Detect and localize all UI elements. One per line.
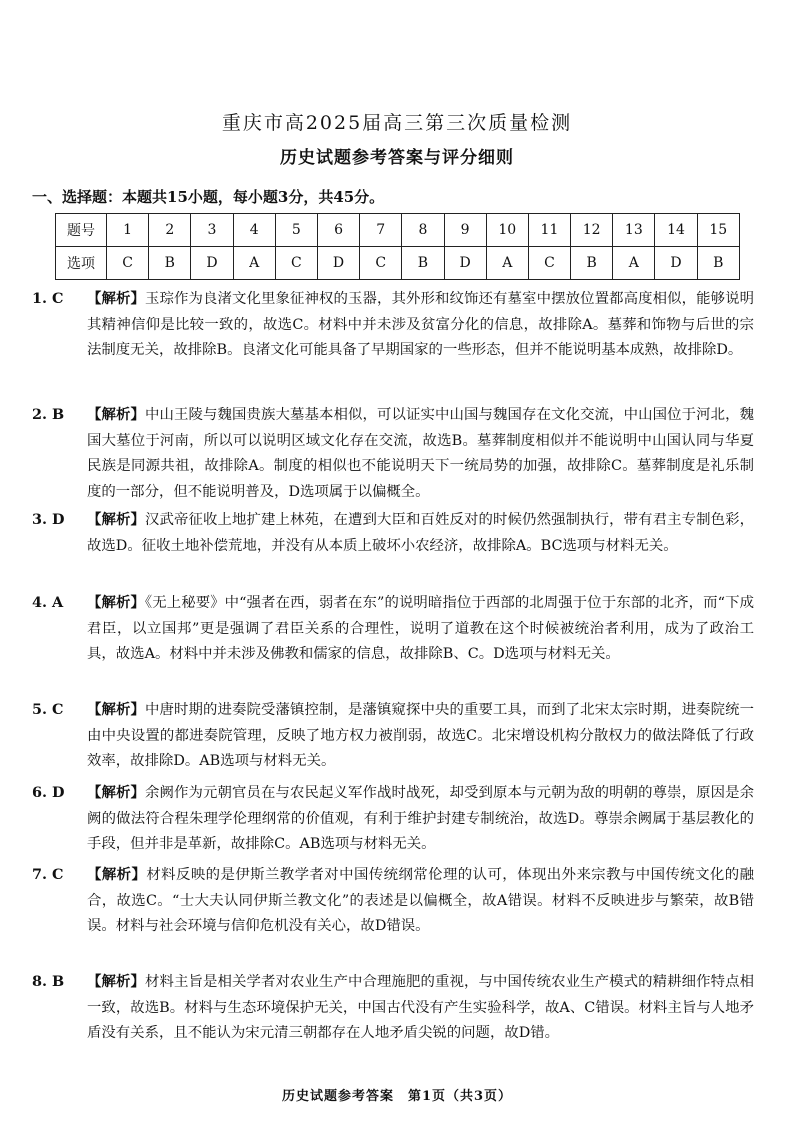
analysis-tag: 【解析】 <box>87 594 145 611</box>
table-cell: C <box>275 247 317 280</box>
analysis-item-7 <box>32 862 754 940</box>
table-cell: 10 <box>486 214 528 247</box>
table-cell: 3 <box>191 214 233 247</box>
table-cell: 13 <box>613 214 655 247</box>
table-cell: 5 <box>275 214 317 247</box>
table-row-numbers <box>56 214 740 247</box>
analysis-text: 中唐时期的进奏院受藩镇控制，是藩镇窥探中央的重要工具，而到了北宋太宗时期，进奏院统一由中央设置的都进奏院管理，反映了地方权力被削弱，故选C。北宋增设机构分散权力的做法降低了行政效率，故排除D。AB选项与材料无关。 <box>87 702 754 770</box>
table-cell: C <box>528 247 570 280</box>
analysis-tag: 【解析】 <box>87 511 146 528</box>
table-cell: 6 <box>317 214 359 247</box>
table-cell: 4 <box>233 214 275 247</box>
page-footer: 历史试题参考答案 第1页（共3页） <box>281 1089 513 1104</box>
table-cell: D <box>317 247 359 280</box>
table-cell: 1 <box>107 214 149 247</box>
item-number: 4. A <box>32 594 64 611</box>
page-title: 重庆市高2025届高三第三次质量检测 <box>221 112 573 134</box>
table-cell: A <box>486 247 528 280</box>
table-cell: C <box>360 247 402 280</box>
analysis-tag: 【解析】 <box>87 701 146 718</box>
table-cell: 11 <box>528 214 570 247</box>
table-cell: 9 <box>444 214 486 247</box>
table-cell: D <box>191 247 233 280</box>
table-cell: C <box>107 247 149 280</box>
table-cell: 14 <box>655 214 697 247</box>
analysis-text: 材料反映的是伊斯兰教学者对中国传统纲常伦理的认可，体现出外来宗教与中国传统文化的融合，故选C。“士大夫认同伊斯兰教文化”的表述是以偏概全，故A错误。材料不反映进步与繁荣，故B错误。材料与社会环境与信仰危机没有关心，故D错误。 <box>87 867 754 935</box>
item-number: 1. C <box>32 290 64 307</box>
analysis-text: 中山王陵与魏国贵族大墓基本相似，可以证实中山国与魏国存在文化交流，中山国位于河北，魏国大墓位于河南，所以可以说明区域文化存在交流，故选B。墓葬制度相似并不能说明中山国认同与华夏民族是同源共祖，故排除A。制度的相似也不能说明天下一统局势的加强，故排除C。墓葬制度是礼乐制度的一部分，但不能说明普及，D选项属于以偏概全。 <box>87 407 754 500</box>
table-cell: B <box>149 247 191 280</box>
table-cell: D <box>655 247 697 280</box>
item-number: 2. B <box>32 406 65 423</box>
answer-table <box>55 213 740 280</box>
table-cell: 15 <box>697 214 739 247</box>
item-number: 8. B <box>32 973 65 990</box>
table-cell: 2 <box>149 214 191 247</box>
section-heading: 一、选择题：本题共15小题，每小题3分，共45分。 <box>32 188 385 206</box>
item-number: 6. D <box>32 784 65 801</box>
analysis-item-4 <box>32 590 754 668</box>
analysis-tag: 【解析】 <box>87 406 146 423</box>
analysis-item-5 <box>32 697 754 775</box>
analysis-text: 汉武帝征收上地扩建上林苑，在遭到大臣和百姓反对的时候仍然强制执行，带有君主专制色彩，故选D。征收土地补偿荒地，并没有从本质上破坏小农经济，故排除A。BC选项与材料无关。 <box>87 512 754 554</box>
table-cell: A <box>613 247 655 280</box>
row-label-option: 选项 <box>56 247 107 280</box>
table-cell: B <box>402 247 444 280</box>
table-cell: A <box>233 247 275 280</box>
analysis-item-1 <box>32 286 754 364</box>
table-cell: B <box>697 247 739 280</box>
item-number: 7. C <box>32 866 64 883</box>
analysis-tag: 【解析】 <box>87 290 146 307</box>
analysis-tag: 【解析】 <box>87 973 146 990</box>
table-cell: 8 <box>402 214 444 247</box>
item-number: 5. C <box>32 701 64 718</box>
analysis-tag: 【解析】 <box>87 866 147 883</box>
table-row-answers <box>56 247 740 280</box>
analysis-item-6 <box>32 780 754 858</box>
page-subtitle: 历史试题参考答案与评分细则 <box>280 148 514 168</box>
analysis-item-2 <box>32 402 754 505</box>
table-cell: D <box>444 247 486 280</box>
row-label-number: 题号 <box>56 214 107 247</box>
analysis-text: 余阙作为元朝官员在与农民起义军作战时战死，却受到原本与元朝为敌的明朝的尊崇，原因是余阙的做法符合程朱理学伦理纲常的价值观，有利于维护封建专制统治，故选D。尊崇余阙属于基层教化的手段，但并非是革新，故排除C。AB选项与材料无关。 <box>87 785 754 853</box>
analysis-item-3 <box>32 507 754 559</box>
item-number: 3. D <box>32 511 65 528</box>
table-cell: 7 <box>360 214 402 247</box>
analysis-tag: 【解析】 <box>87 784 146 801</box>
analysis-item-8 <box>32 969 754 1047</box>
table-cell: B <box>571 247 613 280</box>
analysis-text: 材料主旨是相关学者对农业生产中合理施肥的重视，与中国传统农业生产模式的精耕细作特点相一致，故选B。材料与生态环境保护无关，中国古代没有产生实验科学，故A、C错误。材料主旨与人地矛盾没有关系，且不能认为宋元清三朝都存在人地矛盾尖锐的问题，故D错。 <box>87 974 754 1042</box>
table-cell: 12 <box>571 214 613 247</box>
analysis-text: 《无上秘要》中“强者在西，弱者在东”的说明暗指位于西部的北周强于位于东部的北齐，而“下成君臣，以立国邦”更是强调了君臣关系的合理性，说明了道教在这个时候被统治者利用，成为了政治工具，故选A。材料中并未涉及佛教和儒家的信息，故排除B、C。D选项与材料无关。 <box>87 595 754 663</box>
analysis-text: 玉琮作为良渚文化里象征神权的玉器，其外形和纹饰还有墓室中摆放位置都高度相似，能够说明其精神信仰是比较一致的，故选C。材料中并未涉及贫富分化的信息，故排除A。墓葬和饰物与后世的宗法制度无关，故排除B。良渚文化可能具备了早期国家的一些形态，但并不能说明基本成熟，故排除D。 <box>87 291 754 359</box>
